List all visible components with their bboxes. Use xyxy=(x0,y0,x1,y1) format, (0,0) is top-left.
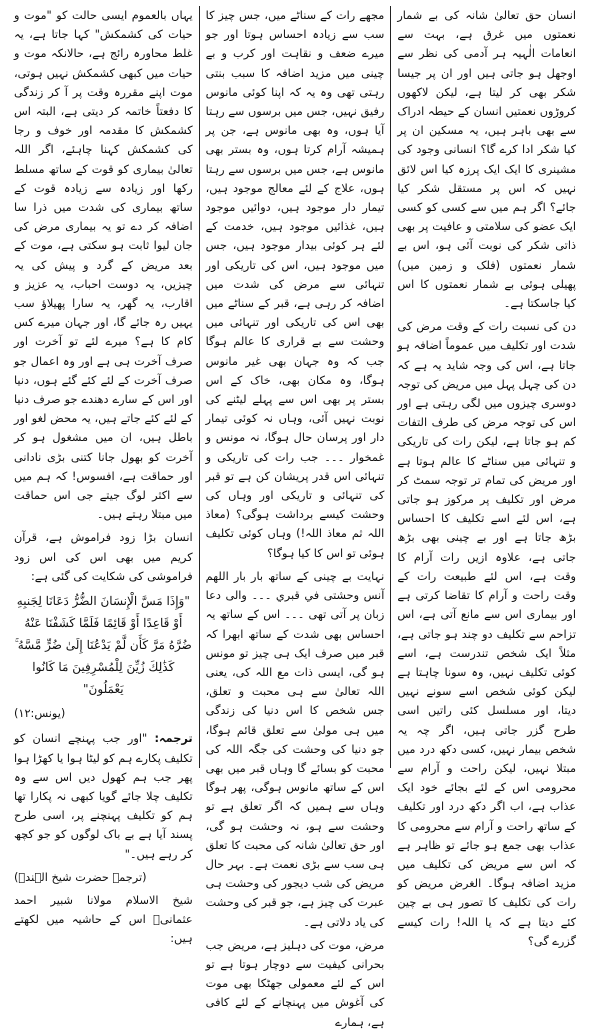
translation-block xyxy=(14,729,193,863)
translator-credit: (ترجمہ حضرت شیخ الہندؒ) xyxy=(13,870,147,884)
paragraph: نہایت بے چینی کے ساتھ بار بار اللهم آنس وحشتی في قبري ۔۔۔ والی دعا زبان پر آتی تھی ۔۔۔ اس کے ساتھ یہ احساس بھی شدت کے ساتھ ابھرا کہ قبر میں صرف ایک ہی چیز تو مونس ہو گی، ایسی ذات مع اللہ کی، یعنی اللہ تعالیٰ سے ہی محبت و تعلق، جس شخص کا اس دنیا کی زندگی میں ہی مولیٰ سے تعلق قائم ہوگا، جو دنیا کی وحشت کی جگہ اللہ کی محبت کو بسائے گا وہاں قبر میں بھی اس کے ساتھ مانوس ہوگی، پھر ہوگا وہاں سے ہمیں کہ اگر تعلق ہے تو وحشت سے ہو، نہ وحشت ہو گی، اور حق تعالیٰ شانہ کی محبت کا تعلق ہی سب سے بڑی نعمت ہے۔ بہر حال مریض کی شب دیجور کی وحشت ہی عبرت کی چیز ہے، جو قبر کی وحشت کی یاد دلاتی ہے۔ xyxy=(205,569,385,929)
column-middle xyxy=(200,6,392,1029)
closing-line: شیخ الاسلام مولانا شبیر احمد عثمانیؒ اس کے حاشیہ میں لکھتے ہیں: xyxy=(13,893,193,946)
text-columns xyxy=(8,6,582,1029)
paragraph: مجھے رات کے سناٹے میں، جس چیز کا سب سے زیادہ احساس ہوتا اور جو میرے ضعف و نقاہت اور کرب و بے چینی میں مزید اضافہ کا سبب بنتی رہتی تھی وہ یہ کہ اپنا کوئی مانوس رفیق نہیں، جس میں برسوں سے رہتا آیا ہوں، وہ بھی مانوس ہے، جن پر ہمیشہ آرام کرتا ہوں، وہ بستر بھی مانوس ہے، جس میں برسوں سے رہتا ہوں، علاج کے لئے معالج موجود ہیں، تیمار دار موجود ہیں، دوائیں موجود ہیں، غذائیں موجود ہیں، خدمت کے لئے ہر کوئی بیدار موجود ہیں، جس میں موجود ہیں، اس کی تاریکی اور تنہائی سے مرض کی شدت میں اضافہ کر رہی ہے، قبر کے سناٹے میں بھی اس کی تاریکی اور تنہائی میں وحشت سے بے قراری کا عالم ہوگا جب کہ وہ جہان بھی غیر مانوس ہوگا، وہ مکان بھی، خاک کے اس بستر پر بھی اس سے پہلے لیٹنے کی نوبت نہیں آئی، وہاں نہ کوئی تیمار دار اور پرسان حال ہوگا، نہ مونس و غمخوار ۔۔۔ جب رات کی تاریکی و تنہائی اس قدر پریشان کن ہے تو قبر کی تنہائی و تاریکی اور وہاں کی وحشت کیسے برداشت ہوگی؟ (معاذ اللہ ثم معاذ اللہ!) وہاں کوئی تکلیف ہوئی تو اس کا کیا ہوگا؟ xyxy=(205,9,385,560)
quran-verse: "وَإِذَا مَسَّ الْإِنسَانَ الضُّرُّ دَعَانَا لِجَنبِهِ أَوْ قَاعِدًا أَوْ قَائِمًا فَلَمَّا كَشَفْنَا عَنْهُ ضُرَّهُ مَرَّ كَأَن لَّمْ يَدْعُنَا إِلَىٰ ضُرٍّ مَّسَّهُ ۚ كَذَٰلِكَ زُيِّنَ لِلْمُسْرِفِينَ مَا كَانُوا يَعْمَلُونَ" xyxy=(14,594,192,697)
column-right xyxy=(391,6,582,948)
column-left xyxy=(8,6,200,946)
paragraph: انسان حق تعالیٰ شانہ کی بے شمار نعمتوں میں غرق ہے، بہت سے انعامات الٰہیہ ہر آدمی کی نظر سے اوجھل ہو جاتی ہیں اور ان پر جیسا شکر بھی کر لیتا ہے، لیکن لاکھوں کروڑوں نعمتیں انسان کے حیطہ ادراک سے بھی باہر ہیں، یہ مسکین ان پر کیا شکر ادا کرے گا؟ انسانی وجود کی مشینری کا ایک ایک پرزہ کیا اس لائق نہیں کہ اس پر مستقل شکر کیا جائے؟ اگر ہم میں سے کسی کو کسی ایک عضو کی سلامتی و عافیت پر بھی ذاتی شکر کی نوبت آئی ہو، اس بے شمار نعمتوں (فلک و زمین میں) پھیلی ہوئی بے شمار نعمتوں کا اس کیا جاسکتا ہے۔ xyxy=(397,9,576,311)
paragraph: انسان بڑا زود فراموش ہے، قرآن کریم میں بھی اس کی اس زود فراموشی کی شکایت کی گئی ہے: xyxy=(13,531,193,583)
verse-reference: (یونس:١٢) xyxy=(13,707,66,721)
translation-text: "اور جب پہنچے انسان کو تکلیف پکارے ہم کو لیٹا ہوا یا کھڑا ہوا پھر جب ہم کھول دیں اس سے وہ تکلیف چلا جائے گویا کبھی نہ پکارا تھا ہم کو تکلیف پہنچنے پر، اسی طرح پسند آیا ہے بے باک لوگوں کو جو کچھ کر رہے ہیں۔" xyxy=(13,732,193,861)
paragraph: دن کی نسبت رات کے وقت مرض کی شدت اور تکلیف میں عموماً اضافہ ہو جاتا ہے، اس کی وجہ شاید یہ ہے کہ دن کی چہل پہل میں مریض کی توجہ دوسری چیزوں میں لگی رہتی ہے اور اس کی توجہ مرض کی طرف التفات کم ہو جاتا ہے، لیکن رات کی تاریکی و تنہائی میں سناٹے کا عالم ہوتا ہے اور مریض کی تمام تر توجہ سمٹ کر مرض اور تکلیف پر مرکوز ہو جاتی ہے، اس لئے اسے تکلیف کا احساس بڑھ جاتا ہے اور بے چینی بھی بڑھ جاتی ہے، علاوہ ازیں رات آرام کا وقت ہے، اس لئے طبیعت رات کے وقت راحت و آرام کا تقاضا کرتی ہے اور بیماری اس سے مانع آتی ہے، اس تزاحم سے تکلیف دو چند ہو جاتی ہے، مثلاً ایک شخص تندرست ہے، اسے کوئی تکلیف نہیں، وہ سونا چاہتا ہے لیکن کوئی شخص اسے سونے نہیں دیتا، اور مسلسل کئی راتیں اسی طرح گزر جاتی ہیں، اگر چہ یہ شخص بیمار نہیں، کسی دکھ درد میں مبتلا نہیں، لیکن راحت و آرام سے محرومی اس کے لئے بجائے خود ایک عذاب ہے، اب اگر دکھ درد اور تکلیف کے ساتھ راحت و آرام سے محرومی کا عذاب بھی جمع ہو جائے تو ظاہر ہے کہ اس سے مریض کی تکلیف میں مزید اضافہ ہوگا۔ الغرض مریض کو رات کی تکلیف کا تصور ہی بے چین کئے دیتا ہے کہ یا اللہ! رات کیسے گزرے گی؟ xyxy=(397,320,576,948)
paragraph: یہاں بالعموم ایسی حالت کو "موت و حیات کی کشمکش" کہا جاتا ہے، یہ غلط محاورہ رائج ہے، حالانکہ موت و حیات میں کبھی کشمکش نہیں ہوتی، موت اپنے مقررہ وقت پر آ کر زندگی کا دفعتاً خاتمہ کر دیتی ہے، البتہ اس کشمکش کا مقدمہ اور خوف و رجا کی کشمکش کہنا چاہئے، اگر اللہ تعالیٰ بیماری کو قوت کے ساتھ مسلط رکھا اور زیادہ سے زیادہ قوت کے ساتھ بیماری کی شدت میں ذرا سا اضافہ کر دے تو یہ بیماری مرض کی جان لیوا ثابت ہو سکتی ہے، موت کے بعد مریض کے گرد و پیش کی یہ چیزیں، یہ دوست احباب، یہ عزیز و اقارب، یہ گھر، یہ سارا پھیلاؤ سب یہیں رہ جائے گا، اور جہان میرے کس کام کا ہے؟ میرے لئے تو آخرت اور صرف آخرت ہی ہے اور وہ اعمال جو صرف آخرت کے لئے کئے گئے ہوں، دنیا اور اس کے سارے دھندے جو صرف دنیا کے لئے کئے جاتے ہیں، یہ محض لغو اور باطل ہیں، ان میں مشغول ہو کر آخرت کو بھول جانا کتنی بڑی نادانی اور حماقت ہے، افسوس! کہ ہم میں سے اکثر لوگ جیتے جی اس حماقت میں مبتلا رہتے ہیں۔ xyxy=(13,9,193,522)
paragraph: مرض، موت کی دہلیز ہے، مریض جب بحرانی کیفیت سے دوچار ہوتا ہے تو اس کے لئے معمولی جھٹکا بھی موت کی آغوش میں پہنچانے کے لئے کافی ہے، ہمارے xyxy=(205,938,385,1029)
translation-label: ترجمہ: xyxy=(154,732,193,746)
